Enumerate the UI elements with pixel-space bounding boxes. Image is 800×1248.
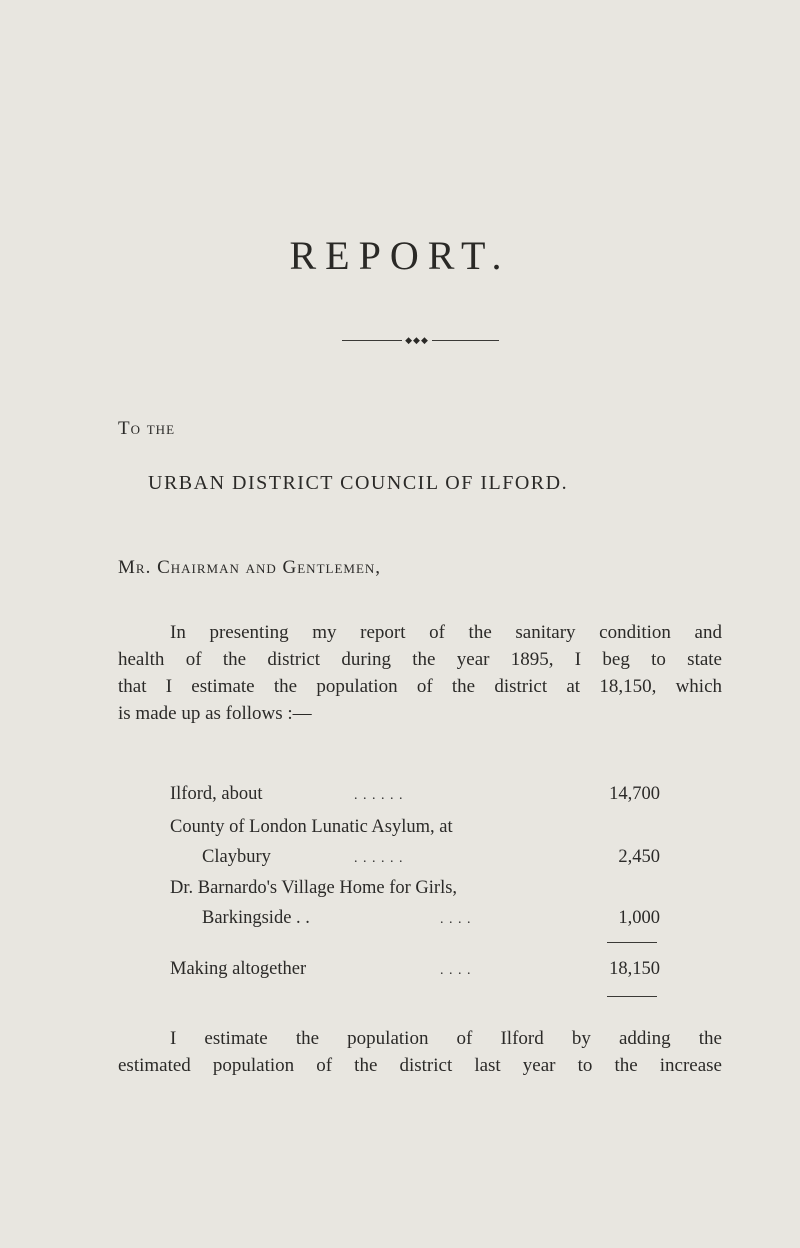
row-label: Claybury — [202, 847, 271, 867]
table-row — [170, 908, 690, 934]
row-leaders: . . . . . . — [354, 788, 404, 803]
table-row — [170, 817, 690, 843]
table-row — [170, 784, 690, 810]
row-label: Dr. Barnardo's Village Home for Girls, — [170, 878, 458, 898]
ornament-rule-right — [432, 340, 499, 341]
total-label: Making altogether — [170, 959, 307, 979]
paragraph-line: I estimate the population of Ilford by adding the — [170, 1028, 722, 1049]
paragraph-line: estimated population of the district last year to the increase — [118, 1055, 722, 1076]
row-label: Ilford, about — [170, 784, 263, 804]
paragraph-estimate — [118, 1025, 722, 1079]
paragraph-line: health of the district during the year 1895, I beg to state — [118, 649, 722, 670]
addressee-prefix: To the — [118, 418, 176, 439]
row-value: 1,000 — [618, 908, 660, 928]
table-row — [170, 847, 690, 873]
row-label: County of London Lunatic Asylum, at — [170, 817, 453, 837]
row-value: 14,700 — [609, 784, 660, 804]
addressee-council: URBAN DISTRICT COUNCIL OF ILFORD. — [148, 472, 569, 494]
table-total-row — [170, 959, 690, 985]
report-title: REPORT. — [289, 233, 511, 278]
paragraph-line: In presenting my report of the sanitary condition and — [170, 622, 722, 643]
title-ornament — [342, 337, 499, 345]
row-leaders: . . . . — [440, 963, 472, 978]
ornament-rule-left — [342, 340, 402, 341]
row-value: 2,450 — [618, 847, 660, 867]
row-label: Barkingside . . — [202, 908, 310, 928]
paragraph-line: that I estimate the population of the district at 18,150, which — [118, 676, 722, 697]
row-leaders: . . . . . . — [354, 851, 404, 866]
sum-rule — [607, 942, 657, 943]
row-leaders: . . . . — [440, 912, 472, 927]
paragraph-intro — [118, 619, 722, 727]
total-rule — [607, 996, 657, 997]
total-value: 18,150 — [609, 959, 660, 979]
salutation: Mr. Chairman and Gentlemen, — [118, 557, 382, 578]
table-row — [170, 878, 690, 904]
ornament-dots: ◆◆◆ — [405, 335, 429, 345]
paragraph-line: is made up as follows :— — [118, 703, 312, 724]
